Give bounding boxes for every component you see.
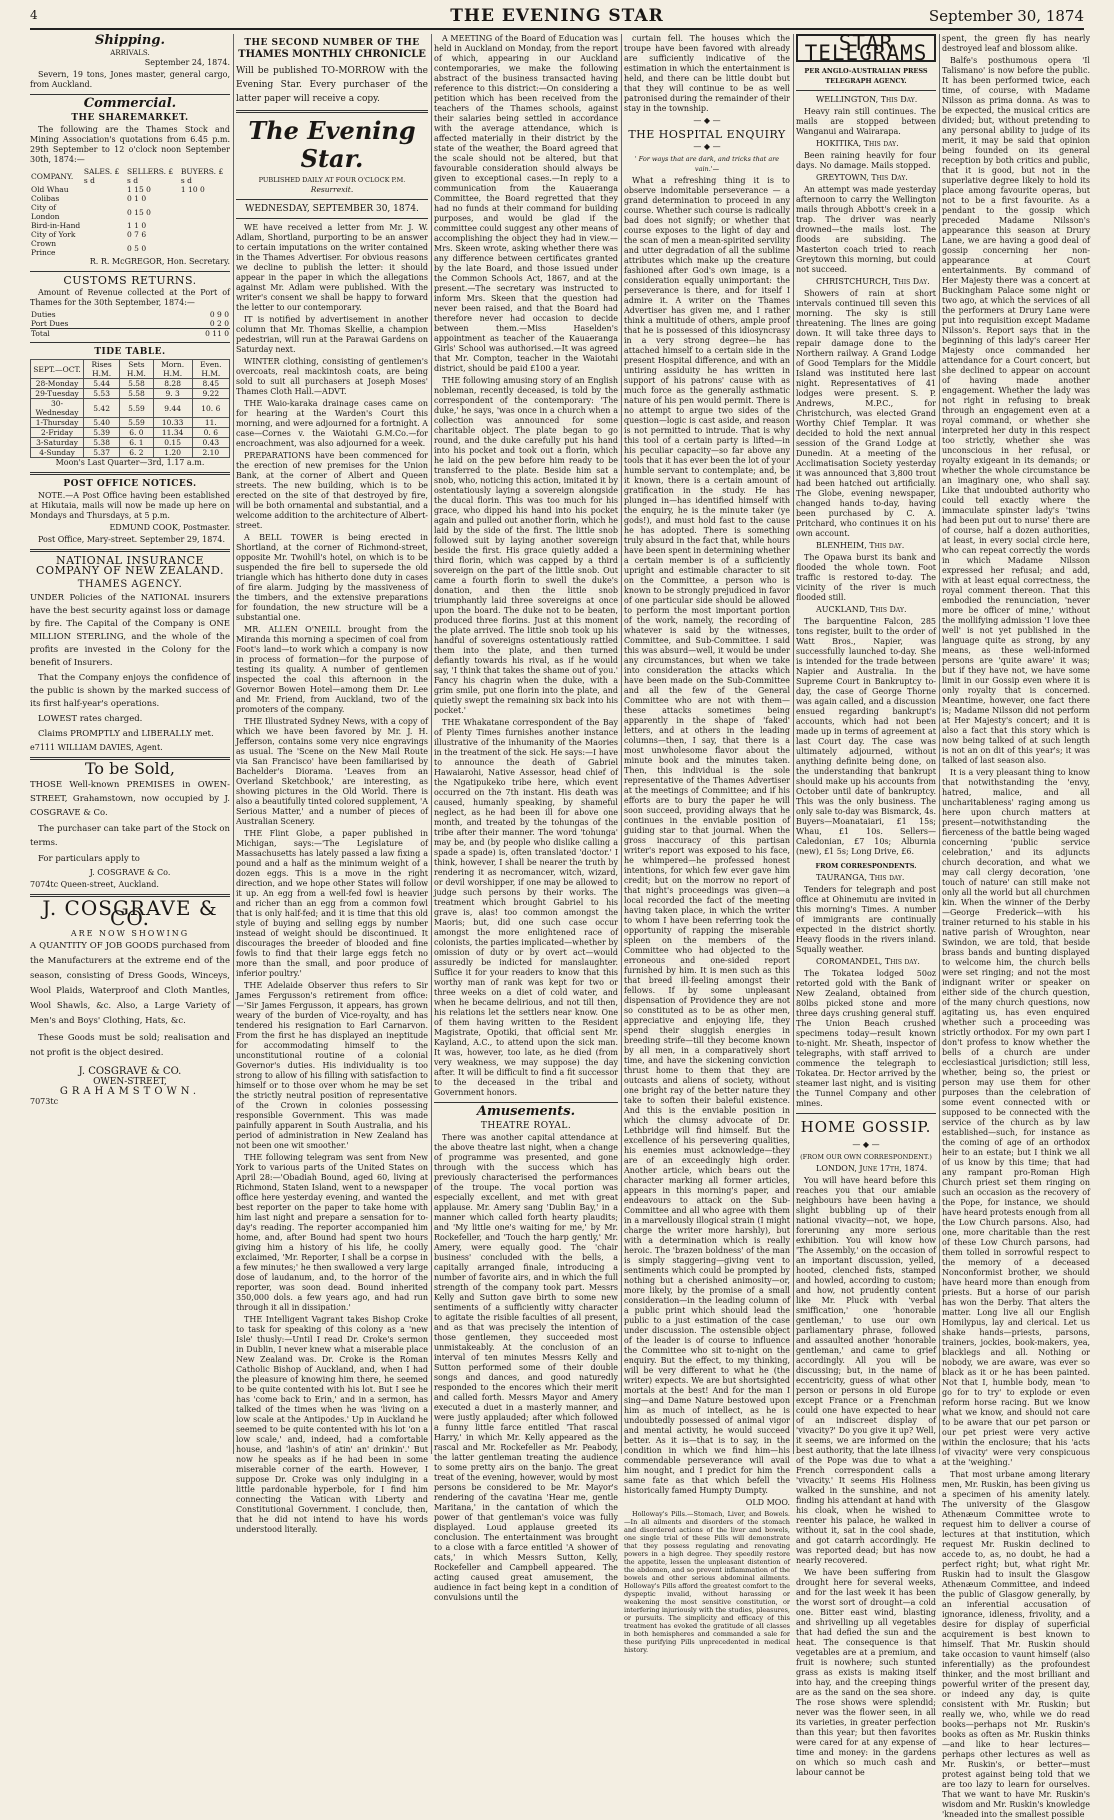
telegram-text: Tenders for telegraph and post office at Ohinemutu are invited in this morning's Times. A number of immigrants are continually expected in the district shortly. Heavy floods in the rivers inland. Squally weather. — [796, 885, 936, 954]
table-row — [31, 418, 230, 428]
tide-cell: 1.20 — [153, 448, 192, 458]
masthead — [30, 6, 1084, 30]
customs-heading: CUSTOMS RETURNS. — [63, 274, 197, 287]
share-cell: Bird-in-Hand — [31, 221, 81, 230]
sale-para: THOSE Well-known PREMISES in OWEN-STREET, Grahamstown, now occupied by J. COSGRAVE & Co. — [30, 780, 230, 818]
tide-cell: 6. 1 — [120, 438, 153, 448]
tide-cell: 10. 6 — [192, 399, 229, 418]
published-line: PUBLISHED DAILY AT FOUR O'CLOCK P.M. — [258, 176, 406, 184]
cosgrave-footer: OWEN-STREET, — [93, 1077, 167, 1087]
theatre-review: There was another capital attendance at the above theatre last night, when a change of programme was presented, and gone through with the success which has previously characterised the performances of the troupe. The vocal portion was especially excellent, and met with great applause. Mr. Amery sang 'Dublin Bay,' in a manner which called forth hearty plaudits; and 'My little one's waiting for me,' by Mr. Rockefeller, and 'Touch the harp gently,' Mr. Amery, were equally good. The 'chair business' concluded with the bells, a capitally arranged finale, introducing a number of favorite airs, and in which the full strength of the company took part. Messrs Kelly and Sutton gave birth to some new sentiments of a sufficiently witty character to agitate the risible faculties of all present, and as that was precisely the intention of those gentlemen, they succeeded most unmistakeably. At the conclusion of an interval of ten minutes Messrs Kelly and Sutton performed some of their double songs and dances, and good naturedly responded to the encores which their merit and called forth. Messrs Mayor and Amery executed a duet in a masterly manner, and were justly applauded; after which followed a funny little farce entitled 'That rascal Harry,' in which Mr. Kelly appeared as the rascal and Mr. Rockefeller as Mr. Peabody, the latter gentleman treating the audience to some pretty airs on the banjo. The great treat of the evening, however, would by most persons be considered to be Mr. Mayor's rendering of the cavatina 'Hear me, gentle Maritana,' in the cantation of which the power of that gentleman's voice was fully displayed. Loud applause greeted its conclusion. The entertainment was brought to a close with a farce entitled 'A shower of cats,' in which Messrs Sutton, Kelly, Rockefeller and Campbell appeared. The acting caused great amusement, the audience in fact being kept in a condition of convulsions until the — [434, 1133, 618, 1602]
cosgrave-text: These Goods must be sold; realisation and not profit is the object desired. — [30, 1033, 230, 1058]
editorial-para: IT is notified by advertisement in another column that Mr. Thomas Skellie, a champion pedestrian, will run at the Parawai Gardens on Saturday next. — [236, 315, 428, 354]
customs-table — [30, 310, 230, 338]
telegram-text: The barquentine Falcon, 285 tons register, built to the order of Watt Bros., Napier, was successfully launched to-day. She is intended for the trade between Napier and Australia. In the Supreme Court in Bankruptcy to-day, the case of George Thorne was again called, and a discussion ensued regarding bankrupt's accounts, which had not been made up in terms of agreement at last Court day. The case was ultimately adjourned, without anything definite being done, on the understanding that bankrupt should make up his accounts from October until date of bankruptcy. This was the only business. The only sale to-day was Bismarck, 4s. Buyers—Moanataiari, £1 15s; Whau, £1 10s. Sellers—Caledonian, £7 10s; Alburnia (new), £1 5s; Long Drive, £6. — [796, 617, 936, 856]
share-cell — [83, 230, 126, 239]
table-row — [30, 203, 230, 221]
ornament: — ◆ — — [693, 116, 721, 125]
table-row — [31, 438, 230, 448]
share-cell — [180, 230, 230, 239]
ornament: — ◆ — — [693, 142, 721, 151]
customs-cell: 0 2 0 — [209, 319, 229, 328]
tide-cell: 9.22 — [192, 389, 229, 399]
share-cell: Crown Prince — [31, 239, 57, 257]
insurance-para: Claims PROMPTLY and LIBERALLY met. — [38, 729, 214, 739]
ornament: — ◆ — — [852, 1140, 880, 1149]
tide-cell: 9.44 — [153, 399, 192, 418]
tide-cell: 5.39 — [84, 428, 120, 438]
arrival-date: September 24, 1874. — [144, 58, 230, 67]
tide-cell: 9. 3 — [153, 389, 192, 399]
editorial-date: WEDNESDAY, SEPTEMBER 30, 1874. — [245, 204, 419, 214]
gossip-para: It is a very pleasant thing to know that notwithstanding the 'envy, hatred, malice, and all uncharitableness' raging among us here upon church matters at present—notwithstanding the fierceness of the battle being waged concerning 'public service celebration,' and its adjuncts church decoration, and what we may call clergy decoration, 'one touch of nature' can still make not only all the world but all churchmen kin. When the winner of the Derby—George Frederick—with his trainer returned to his stable in his native parish of Wroughton, near Swindon, we are told, that beside brass bands and bunting displayed to welcome him, the church bells were set ringing; and not the most indignant writer or speaker on either side of the church question, of the many church questions, now agitating us, has even enquired whether such a proceeding was strictly orthodox. For my own part I don't profess to know whether the bells of a church are under ecclesiastical jurisdiction; still less, whether, being so, the priest or person may use them for other purposes than the celebration of some event connected with or supposed to be connected with the service of the church as by law established—such, for instance as the coming of age of an orthodox heir to an estate; but I think we all of us know by this time; that had any rampant pro-Roman High Church priest set them ringing on such an occasion as the recovery of the Pope, for instance, we should have heard protests enough from all the Low Church parsons. Also, had one, more charitable than the rest of these Low Church parsons, had them tolled in sorrowful respect to the memory of a deceased Nonconformist brother, we should have heard more than enough from priests. But a horse of our parish has won the Derby. That alters the matter. Long live all our English Homilypus, lay and clerical. Let us shake hands—priests, parsons, trainers, jockies, book-makers, yea, blacklegs and all. Nothing or nobody, we are aware, was ever so black as it or he has been painted. Not that I, humble body, mean 'to go for to try' to explode or even reform horse racing. But we know what we know, and should not care to be aware that our pet parson or our pet priest were very active within the enclosure; that his 'acts of vivacity' were very conspicuous at the 'weighing.' — [942, 768, 1090, 1467]
tide-cell: 5.59 — [120, 418, 153, 428]
article-signature: OLD MOO. — [745, 1498, 790, 1507]
telegram-text: The Tokatea lodged 50oz retorted gold with the Bank of New Zealand, obtained from 80lbs picked stone and more three days crushing general stuff. The Union Beach crushed specimens today—result known to-night. Mr. Sheath, inspector of telegraphs, with staff arrived to commence the telegraph to Tokatea. Dr. Hector arrived by the steamer last night, and is visiting the Tunnel Company and other mines. — [796, 969, 936, 1108]
star-telegrams-title: STAR TELEGRAMS — [796, 34, 936, 62]
tide-cell: 5.40 — [84, 418, 120, 428]
table-row — [31, 389, 230, 399]
editorial-para: THE Adelaide Observer thus refers to Sir James Fergusson's retirement from office:—'Sir James Fergusson, it appears, has grown weary of the burden of Vice-royalty, and has tendered his resignation to Earl Carnarvon. From the first he has displayed an ineptitude for accommodating himself to the unconstitutional routine of a colonial Governor's duties. His individuality is too strong to allow of his filling with satisfaction to himself or to those over whom he may be set the strictly neutral position of representative of the Crown in colonies possessing responsible Government. This was made painfully apparent in South Australia, and his period of administration in New Zealand has not been one wit smoother.' — [236, 981, 428, 1150]
tide-cell: 29-Tuesday — [31, 389, 84, 399]
editorial-para: THE following telegram was sent from New York to various parts of the United States on April 28:—'Obadiah Bound, aged 60, living at Richmond, Staten Island, went to a newspaper office here yesterday evening, and wanted the best reporter on the paper to take home with him last night and prepare a sensation for to-day's reading. The reporter accompanied him home, and, after Bound had spent two hours giving him a history of his life, he coolly exclaimed, 'Mr. Reporter, I shall be a corpse in a few minutes;' he then swallowed a very large dose of laudanum, and, to the horror of the reporter, was soon dead. Bound inherited 350,000 dols. a few years ago, and had run through it all in dissipation.' — [236, 1153, 428, 1312]
telegram-text: Heavy rain still continues. The mails are stopped between Wanganui and Wairarapa. — [796, 107, 936, 136]
tide-cell: 5.38 — [84, 438, 120, 448]
tide-cell: 5.44 — [84, 379, 120, 389]
telegram-text: Showers of rain at short intervals continued till seven this morning. The sky is still threatening. The lines are going down. It will take three days to repair damage done to the Northern railway. A Grand Lodge of Good Templars for the Middle Island was instituted here last night. Representatives of 41 lodges were present. S. P. Andrews, M.P.C., for Christchurch, was elected Grand Worthy Chief Templar. It was decided to hold the next annual session of the Grand Lodge at Dunedin. At a meeting of the Acclimatisation Society yesterday it was announced that 3,800 trout had been hatched out artificially. The Globe, evening newspaper, changed hands to-day, having been purchased by C. A. Pritchard, who continues it on his own account. — [796, 289, 936, 538]
share-header: SELLERS. £ s d — [127, 167, 174, 185]
article-para: THE following amusing story of an English nobleman, recently deceased, is told by the correspondent of the contemporary: 'The duke,' he says, 'was once in a church when a collection was announced for some charitable object. The plate began to go round, and the duke carefully put his hand into his pocket and took out a florin, which he laid on the pew before him ready to be transferred to the plate. Beside him sat a snob, who, noticing this action, imitated it by ostentatiously laying a sovereign alongside the ducal florin. This was too much for his grace, who dipped his hand into his pocket again and pulled out another florin, which he laid by the side of the first. The little snob followed suit by laying another sovereign beside the first. His grace quietly added a third florin, which was capped by a third sovereign on the part of the little snob. Out came a fourth florin to swell the duke's donation, and then the little snob triumphantly laid three sovereigns at once upon the board. The duke not to be beaten, produced three florins. Just at this moment the plate arrived. The little snob took up his handful of sovereigns ostentatiously rattled them into the plate, and then turned defiantly towards his rival, as if he would say, 'I think that takes the shame out of you.' Fancy his chagrin when the duke, with a grim smile, put one florin into the plate, and quietly swept the remaining six back into his pocket.' — [434, 376, 618, 715]
gossip-para: You will have heard before this reaches you that our amiable neighbours have been having a slight bubbling up of their national vivacity—not, we hope, foreruning any more serious exhibition. You will know how 'The Assembly,' on the occasion of an important discussion, yelled, hooted, clenched fists, stamped and howled, according to custom; and how, not prudently content like Mr. Pluck with 'verbal smiffication,' one 'honorable gentleman,' to use our own parliamentary phrase, followed and assaulted another 'honorable gentleman,' and came to grief accordingly. All you will be discussing; but, in the name of eccentricity, guess of what other person or persons in old Europe except France or a Frenchman could one have expected to hear of an indiscreet display of 'vivacity?' Do you give it up? Well, it seems, we are informed on the best authority, that the late illness of the Pope was due to what a French correspondent calls a 'vivacity.' It seems His Holiness walked in the sunshine, and not finding his attendant at hand with his cloak, when he wished to reenter his palace, he walked in without it, sat in the cool shade, and got catarrh accordingly. He was reported dead; but has now nearly recovered. — [796, 1176, 936, 1565]
sale-para: For particulars apply to — [38, 854, 140, 864]
tide-cell: 6. 2 — [120, 448, 153, 458]
table-row — [30, 329, 230, 339]
page-number: 4 — [30, 8, 38, 22]
telegram-place: CHRISTCHURCH, This Day. — [816, 277, 930, 286]
share-cell: Old Whau — [31, 185, 69, 194]
newspaper-title: THE EVENING STAR — [450, 6, 664, 26]
cosgrave-sub: ARE NOW SHOWING — [70, 929, 190, 938]
tide-cell: 11. — [192, 418, 229, 428]
share-cell: 0 7 6 — [127, 230, 147, 239]
post-office-signature: EDMUND COOK, Postmaster. — [109, 523, 230, 532]
editorial-para: THE Flint Globe, a paper published in Michigan, says:—'The Legislature of Massachusetts has lately passed a law fixing a pound and a half as the minimum weight of a dozen eggs. This is a move in the right direction, and we hope other States will follow it up. An egg from a well-fed fowl is heavier and richer than an egg from a common fowl that is only half-fed; and it is time that this old style of buying and selling eggs by number instead of weight should be discontinued. It discourages the breeder of blooded and fine fowls to find that their large eggs fetch no more than the small, and poor produce of inferior poultry.' — [236, 829, 428, 978]
insurance-heading: NATIONAL INSURANCE COMPANY OF NEW ZEALAND. — [36, 554, 224, 577]
share-cell: 0 1 0 — [127, 194, 147, 203]
tide-table — [30, 359, 230, 458]
sale-address: 7074tc Queen-street, Auckland. — [30, 880, 159, 889]
tide-cell: 8.45 — [192, 379, 229, 389]
column-4 — [624, 34, 790, 1654]
share-table — [30, 167, 230, 257]
tide-cell: 2.10 — [192, 448, 229, 458]
column-1 — [30, 34, 230, 1454]
insurance-signature: e7111 WILLIAM DAVIES, Agent. — [30, 743, 163, 752]
tide-cell: 3-Saturday — [31, 438, 84, 448]
customs-cell: 0 11 0 — [205, 329, 229, 338]
tide-cell: 5.53 — [84, 389, 120, 399]
share-cell — [83, 203, 126, 221]
issue-date: September 30, 1874 — [928, 7, 1084, 25]
gossip-para: Balfe's posthumous opera 'Il Talismano' is now before the public. It has been performed twice, each time, of course, with Madame Nilsson as prima donna. As was to be expected, the musical critics are divided; but, without pretending to any personal ability to judge of its merit, it may be said that opinion being founded on its general reception by both critics and public, that it is good, but not in the superlative degree likely to hold its place among favourite operas, but not to be a first favourite. As a pendant to the gossip which preceded Madame Nilsson's appearance this season at Drury Lane, we are having a good deal of gossip concerning her non-appearance at Court entertainments. By command of Her Majesty there was a concert at Buckingham Palace some night or two ago, at which the services of all the performers at Drury Lane were put into requisition except Madame Nilsson's. Report says that in the beginning of this lady's career Her Majesty once commanded her attendance for a Court concert, but she declined to appear on account of having made another engagement. Whether the lady was not right in refusing to break through an engagement even at a royal command, or whether she interpreted her duty in this respect too strictly, whether she was unconscious in her refusal, or royalty exigeant in its demands; or whether the whole circumstance be an imaginary one, who shall say. Like that undoubted authority who could tell exactly where the immaculate spinster lady's 'twins had been put out to nurse' there are of course, half a dozen authorities, at least, in every social circle here, who can repeat correctly the words in which Madame Nilsson expressed her refusal; and add, with at least equal correctness, the royal comment thereon. That this embodied the renunciation, 'never more be officer of mine,' without the mollifying admission 'I love thee well' is not yet published in the language quite as strong, by any means, as these well-informed persons are 'quite aware' it was; but if they have not, we have some limit in our Gossip even where it is only royalty that is concerned. Meantime, however, one fact there is; Madame Nilsson did not perform at Her Majesty's concert; and it is also a fact that this story which is now being talked of at such length is not an on dit of this year's; it was talked of last season also. — [942, 56, 1090, 765]
telegram-place: BLENHEIM, This day. — [816, 541, 905, 550]
tide-cell: 2-Friday — [31, 428, 84, 438]
editorial-para: MR. ALLEN O'NEILL brought from the Miranda this morning a specimen of coal from Foot's land—to work which a company is now in process of formation—for the purpose of testing its quality. A number of gentlemen inspected the coal this afternoon in the Governor Bowen Hotel—among them Dr. Lee and Mr. Friend, from Auckland, two of the promoters of the company. — [236, 625, 428, 714]
share-cell — [180, 194, 230, 203]
customs-cell: Port Dues — [31, 319, 69, 328]
share-cell — [83, 194, 126, 203]
editorial-para: WINTER clothing, consisting of gentlemen's overcoats, real mackintosh coats, are being sold to suit all purchasers at Joseph Moses' Thames Cloth Hall.—ADVT. — [236, 357, 428, 396]
customs-cell: Total — [31, 329, 50, 338]
sharemarket-signature: R. R. McGREGOR, Hon. Secretary. — [89, 257, 230, 266]
share-header: BUYERS. £ s d — [180, 167, 224, 185]
amusements-heading: Amusements. — [476, 1104, 576, 1119]
share-cell: 0 15 0 — [127, 207, 151, 217]
shipping-heading: Shipping. — [95, 33, 165, 48]
column-2 — [236, 34, 428, 1534]
share-cell — [180, 221, 230, 230]
gossip-para: That most urbane among literary men, Mr. Ruskin, has been giving us a specimen of his amenity lately. The university of the Glasgow Athenæum Committee wrote to request him to deliver a course of lectures at that institution, which request Mr. Ruskin declined to accede to, as, no doubt, he had a perfect right; but, what right Mr. Ruskin had to insult the Glasgow Athenæum Committee, and indeed the public of Glasgow generally, by an inferential accusation of ignorance, idleness, frivolity, and a desire for display of superficial acquirement is best known to himself. That Mr. Ruskin should take occasion to vaunt himself (also inferentially) as the profoundest thinker, and the most brilliant and powerful writer of the present day, or indeed any day, is quite consistent with Mr. Ruskin; but really we, who, while we do read books—perhaps not Mr. Ruskin's books as often as Mr. Ruskin thinks—and like to hear lectures—perhaps other lectures as well as Mr. Ruskin's, or better—must protest against being told that we are too lazy to learn for ourselves. That we want to have Mr. Ruskin's wisdom and Mr. Ruskin's knowledge 'kneaded into the smallest possible — [942, 1470, 1091, 1819]
column-6 — [942, 34, 1091, 1819]
table-row — [30, 230, 230, 239]
column-rule — [939, 34, 940, 1454]
editorial-para: WE have received a letter from Mr. J. W. Adlam, Shortland, purporting to be an answer to certain imputations on the writer contained in the Thames Advertiser. For obvious reasons we decline to publish the letter: it should appear in the paper in which the allegations against Mr. Adlam were published. With the writer's consent we shall be happy to forward the letter to our contemporary. — [236, 223, 428, 312]
post-office-notice: NOTE.—A Post Office having been established at Hikutaia, mails will now be made up here on Mondays and Thursdays, at 5 p.m. — [30, 491, 230, 520]
gossip-para: spent, the green fly has nearly destroyed leaf and blossom alike. — [942, 34, 1090, 53]
tide-header: Morn. H.M. — [153, 360, 192, 379]
telegram-place: TAURANGA, This day. — [816, 873, 905, 882]
editorial-para: THE Waio-karaka drainage cases came on for hearing at the Warden's Court this morning, and were adjourned for a fortnight. A case—Cornes v. the Waiotahi G.M.Co.—for encroachment, was also adjourned for a week. — [236, 399, 428, 448]
table-row — [30, 239, 230, 257]
table-row — [30, 221, 230, 230]
telegram-place: WELLINGTON, This Day. — [816, 95, 918, 104]
to-be-sold-heading: To be Sold, — [85, 759, 175, 778]
hospital-heading: THE HOSPITAL ENQUIRY — [628, 128, 786, 141]
column-rule — [793, 34, 794, 1454]
hospital-article: What a refreshing thing it is to observe indomitable perseverance — a grand determination to proceed in any course. Whether such course is radically bad does not signify; or whether that course exposes to the light of day and the scan of men a mean-spirited servility and utter degradation of all the sublime attributes which make up the creature fashioned after God's own image, is a consideration equally unimportant: the perseverance is there, and for itself I admire it. A writer on the Thames Advertiser has given me, and I rather think a multitude of others, ample proof that he is possessed of this idiosyncrasy in a very strong degree—he has attached himself to a certain side in the present Hospital difference, and with an untiring assiduity he has written in support of his patrons' cause with as much force as the generally asthmatic nature of his pen would permit. There is no attempt to argue two sides of the question—logic is cast aside, and reason is not permitted to intrude. That is why this tool of a certain party is lifted—in his peculiar capacity—so far above any tools that it has ever been the lot of your humble servant to contemplate; and, be it known, there is a certain amount of gratification in the study. He has plunged in—has identified himself with the enquiry, he is the minute taker (ye gods!), and must hold fast to the cause he has adopted. There is something truly absurd in the fact that, while hours have been spent in determining whether a certain member is of a sufficiently upright and estimable character to sit on the Committee, a person who is known to be strongly prejudiced in favor of one particular side should be allowed to perform the most important portion of the work, namely, the recording of whatever is said by the witnesses, Committee, and Sub-Committee. I said this was absurd—well, it would be under any circumstances, but when we take into consideration the attacks which have been made on the Sub-Committee and all the few of the General Committee who are not with them—these attacks sometimes being apparently in the shape of 'faked' letters, and at others in the leading columns—then, I say, that there is a most unwholesome flavor about the minute book and the minutes taken. Then, this individual is the sole representative of the Thames Advertiser at the meetings of Committee; and if his efforts are to bury the paper he will soon succeed, providing always that he continues in the enviable position of guiding star to that journal. When the gross inaccuracy of this partisan writer's report was exposed to his face, he whimpered—he professed honest intentions, for which few ever gave him credit; but on the morrow no report of that night's proceedings was given—a local recorded the fact of the meeting having taken place, in which the writer to whom I have been referring took the opportunity of rapping the miserable spleen on the members of the Committee who had objected to the erroneous and one-sided report furnished by him. It is men such as this that breed ill-feeling amongst their fellows. If by some unpleasant dispensation of Providence they are not so constituted as to be as other men, appreciative and enjoying life, they spend their sluggish energies in breeding strife—till they become known by all men, in a comparatively short time, and have the sickening conviction thrust home to them that they are outcasts and aliens of society, without one bright ray of the better nature they take to soften their baleful existence. And this is the enviable position in which the clumsy advocate of Dr. Lethbridge will find himself. But the excellence of his persevering qualities, his enemies must acknowledge—they are of an exceedingly high order. Another article, which bears out the character marking all former articles, appears in this morning's paper, and endeavours to attack on the Sub-Committee and all who agree with them in a marvellously illogical strain (I might charge the writer more harshly), but with a determination which is really heroic. The 'brazen boldness' of the man is simply staggering—giving vent to sentiments which could be prompted by nothing but a cherished animosity—or, more likely, by the promise of a small consideration—in the leading column of a public print which should lead the public to a just estimation of the case under discussion. The ostensible object of the leader is of course to influence the Committee who sit to-night on the enquiry. But the effect, to my thinking, will be very different to what he (the writer) expects. We are but shortsighted mortals at the best! And for the man I sing—and Dame Nature bestowed upon him as much of intellect, as he is undoubtedly possessed of animal vigor and mental activity, he would succeed better. As it is—that is to say, in the condition in which we find him—his commendable perseverance will avail him nought, and I predict for him the same fate as that which befell the historically famed Humpty Dumpty. — [624, 176, 790, 1495]
cosgrave-text: A QUANTITY OF JOB GOODS purchased from the Manufacturers at the extreme end of the season, consisting of Dress Goods, Winceys, Wool Plaids, Waterproof and Cloth Mantles, Wool Shawls, &c. Also, a Large Variety of Men's and Boys' Clothing, Hats, &c. — [30, 941, 230, 1026]
thames-agency-heading: THAMES AGENCY. — [77, 579, 183, 590]
table-row — [31, 399, 230, 418]
chronicle-ad-head: THE SECOND NUMBER OF THE — [244, 38, 420, 48]
share-cell — [180, 239, 230, 257]
tide-cell: 6. 0 — [120, 428, 153, 438]
share-cell: City of York — [31, 230, 76, 239]
commercial-heading: Commercial. — [83, 96, 177, 111]
share-cell: 0 5 0 — [127, 243, 147, 253]
editorial-para: THE Intelligent Vagrant takes Bishop Croke to task for speaking of this colony as a 'new Isle' thusly:—Until I read Dr. Croke's sermon in Dublin, I never knew what a miserable place New Zealand was. Dr. Croke is the Roman Catholic Bishop of Auckland, and, when I had the pleasure of knowing him there, he seemed to be quite contented with his lot. But I see he has 'come back to Erin,' and in a sermon, has talked of the times when he was 'living on a low scale at the Antipodes.' Up in Auckland he seemed to be quite contented with his lot 'on a low scale,' and, indeed, had a comfortable house, and 'lashin's of atin' an' drinkin'.' But now he speaks as if he had been in some miserable corner of the earth. However, I suppose Dr. Croke was only indulging in a little pardonable hyperbole, for I find him connecting the Vatican with Liberty and Constitutional Government. I conclude, then, that he did not intend to have his words understood literally. — [236, 1315, 428, 1534]
insurance-para: LOWEST rates charged. — [38, 714, 143, 724]
column-rule — [431, 34, 432, 1454]
chronicle-ad-text: Will be published TO-MORROW with the Evening Star. Every purchaser of the latter paper will receive a copy. — [236, 66, 428, 104]
tide-table-header — [31, 360, 230, 379]
motto: Resurrexit. — [310, 185, 354, 194]
holloway-ad: Holloway's Pills.—Stomach, Liver, and Bowels.—In all ailments and disorders of the stomach and disordered actions of the liver and bowels, one single trial of these Pills will demonstrate that they possess regulating and renovating powers in a high degree. They speedily restore the appetite, lessen the unpleasant distention of the abdomen, and so prevent inflammation of the bowels and other serious abdominal ailments. Holloway's Pills afford the greatest comfort to the dyspeptic invalid, without harassing or weakening the most sensitive constitution, or interfering injuriously with the studies, pleasures, or pursuits. The simplicity and efficacy of this treatment has evoked the gratitude of all classes in both hemispheres and commanded a sale for these purifying Pills unprecedented in medical history. — [624, 1510, 790, 1654]
column-5 — [796, 31, 936, 1777]
table-row — [30, 310, 230, 319]
article-para: curtain fell. The houses which the troupe have been favored with already are sufficiently indicative of the estimation in which the entertainment is held, and there can be little doubt but that they will continue to be as well patronised during the remainder of their stay in the township. — [624, 34, 790, 113]
chronicle-ad-title: THAMES MONTHLY CHRONICLE — [238, 49, 426, 60]
sharemarket-heading: THE SHAREMARKET. — [71, 113, 189, 123]
gossip-para: We have been suffering from drought here for several weeks, and for the last week it has been the worst sort of drought—a cold one. Bitter east wind, blasting and shrivelling up all vegetables that had defied the sun and the heat. The consequence is that vegetables are at a premium, and fruit is nowhere; such stunted grass as exists is making itself into hay, and the creeping things are as the sand on the sea shore. The rose shows were splendid; never was the flower seen, in all its varieties, in greater perfection than this year; but then favorites were cared for at any expense of time and money: in the gardens on which so much cash and labour cannot be — [796, 1568, 936, 1777]
sharemarket-intro: The following are the Thames Stock and Mining Association's quotations from 6.45 p.m. 29th September to 12 o'clock noon September 30th, 1874:— — [30, 125, 230, 164]
tide-cell: 4-Sunday — [31, 448, 84, 458]
home-gossip-heading: HOME GOSSIP. — [800, 1118, 932, 1136]
sale-signature: J. COSGRAVE & Co. — [89, 868, 171, 877]
tide-cell: 5.37 — [84, 448, 120, 458]
cosgrave-ref: 7073tc — [30, 1097, 59, 1106]
share-cell — [180, 203, 230, 221]
tide-header: Sets H.M. — [120, 360, 153, 379]
tide-cell: 10.33 — [153, 418, 192, 428]
share-table-header — [30, 167, 230, 185]
table-row — [31, 448, 230, 458]
tide-cell: 5.59 — [120, 399, 153, 418]
share-cell — [83, 239, 126, 257]
table-row — [31, 428, 230, 438]
tide-header: Even. H.M. — [192, 360, 229, 379]
share-cell: 1 1 0 — [127, 221, 147, 230]
tide-heading: TIDE TABLE. — [94, 347, 166, 357]
table-row — [30, 185, 230, 194]
editorial-para: PREPARATIONS have been commenced for the erection of new premises for the Union Bank, at the corner of Albert and Queen streets. The new building, which is to be erected on the site of that destroyed by fire, will be both ornamental and substantial, and a welcome addition to the architecture of Albert-street. — [236, 451, 428, 530]
arrivals-label: ARRIVALS. — [110, 49, 150, 57]
customs-cell: 0 9 0 — [209, 310, 229, 319]
column-rule — [621, 34, 622, 1454]
correspondents-heading: FROM CORRESPONDENTS. — [815, 862, 917, 870]
tide-cell: 28-Monday — [31, 379, 84, 389]
tide-cell: 11.34 — [153, 428, 192, 438]
telegram-text: An attempt was made yesterday afternoon to carry the Wellington mails through Abbott's creek in a trap. The driver was nearly drowned—the mails lost. The floods are subsiding. The Masterton coach tried to reach Greytown this morning, but could not succeed. — [796, 185, 936, 274]
post-office-heading: POST OFFICE NOTICES. — [63, 479, 197, 489]
share-cell: 1 10 0 — [180, 185, 205, 194]
theatre-heading: THEATRE ROYAL. — [480, 1121, 572, 1131]
tide-cell: 0.15 — [153, 438, 192, 448]
table-row — [30, 319, 230, 329]
share-cell: City of London — [31, 203, 60, 221]
tide-cell: 8.28 — [153, 379, 192, 389]
cosgrave-footer: J. COSGRAVE & CO. — [78, 1066, 182, 1077]
paper-title: The Evening Star. — [248, 116, 416, 173]
share-cell — [83, 221, 126, 230]
telegram-place: COROMANDEL, This day. — [816, 957, 920, 966]
telegram-text: The Opawa burst its bank and flooded the whole town. Foot traffic is restored to-day. The vicinity of the river is much flooded still. — [796, 553, 936, 602]
share-cell — [83, 185, 126, 194]
editorial-para: THE Illustrated Sydney News, with a copy of which we have been favored by Mr. J. H. Jefferson, contains some very nice engravings as usual. The 'Scene on the New Mail Route via San Francisco' have been familiarised by Bachelder's Diorama. 'Leaves from an Overland Sketchbook,' are interesting, as showing pictures in the Old World. There is also a beautifully tinted colored supplement, 'A Serious Matter,' and a number of pieces of Australian Scenery. — [236, 717, 428, 826]
share-header: SALES. £ s d — [83, 167, 120, 185]
tide-cell: 1-Thursday — [31, 418, 84, 428]
table-row — [30, 194, 230, 203]
editorial-para: A BELL TOWER is being erected in Shortland, at the corner of Richmond-street, opposite Mr. Twohill's hotel, on which is to be suspended the fire bell to supersede the old triangle which has hitherto done duty in cases of fire alarm. Judging by the massiveness of the timbers, and the extensive preparations for foundation, the new structure will be a substantial one. — [236, 533, 428, 622]
tide-cell: 5.42 — [84, 399, 120, 418]
tide-header: Rises H.M. — [84, 360, 120, 379]
telegram-place: AUCKLAND, This Day. — [816, 605, 907, 614]
article-para: A MEETING of the Board of Education was held in Auckland on Monday, from the report of which, appearing in our Auckland contemporaries, we make the following abstract of the business transacted having reference to this district:—On considering a petition which has been received from the teachers of the Thames schools, against their salaries being settled in accordance with the average attendance, which is affected materially in their district by the state of the weather, the Board agreed that the scale should not be altered, but that favourable consideration should always be given to exceptional cases.—In reply to a communication from the Kauaeranga Committee, the Board regretted that they had no funds at their command for building purposes, and would be glad if the committee could suggest any other means of accomplishing the object they had in view.—Mrs. Skeen wrote, asking whether there was any difference between certificates granted by the late Board, and those issued under the Common Schools Act, 1867, and at the present.—The secretary was instructed to inform Mrs. Skeen that the question had never been raised, and that the Board had therefore never had occasion to decide between them.—Miss Haselden's appointment as teacher of the Kauaeranga Girls' School was authorised.—It was agreed that Mr. Compton, teacher in the Waiotahi district, should be paid £100 a year. — [434, 34, 618, 373]
insurance-para: That the Company enjoys the confidence of the public is shown by the marked success of its first half-year's operations. — [30, 673, 230, 709]
hospital-quote: ' For ways that are dark, and tricks that are vain.'— — [634, 155, 780, 173]
telegrams-subtitle: PER ANGLO-AUSTRALIAN PRESS TELEGRAPH AGENCY. — [804, 67, 928, 85]
post-office-date: Post Office, Mary-street. September 29, 1874. — [38, 535, 226, 544]
cosgrave-heading: J. COSGRAVE & CO. — [42, 896, 218, 930]
tide-cell: 5.58 — [120, 389, 153, 399]
tide-cell: 5.58 — [120, 379, 153, 389]
table-row — [31, 379, 230, 389]
arrival-text: Severn, 19 tons, Jones master, general cargo, from Auckland. — [30, 70, 230, 89]
telegram-text: Been raining heavily for four days. No damage. Mails stopped. — [796, 151, 936, 170]
gossip-subheading: (FROM OUR OWN CORRESPONDENT.) — [800, 1153, 932, 1161]
article-para: THE Whakatane correspondent of the Bay of Plenty Times furnishes another instance illustrative of the inhumanity of the Maories in the treatment of the sick. He says:—I have to announce the death of Gabriel Hawaiarohi, Native Assessor, head chief of the Ngatipukeko tribe here, which event occurred on the 7th instant. His death was caused, humanly speaking, by shameful neglect, as he had been ill for above one month, and treated by the tohungas of the tribe after their manner. The word 'tohunga' may be, and (by people who dislike calling a spade a spade) is, often translated 'doctor.' I think, however, I shall be nearer the truth by rendering it as necromancer, witch, wizard, or devil worshipper, if one may be allowed to judge such persons by their works. The treatment which brought Gabriel to his grave is, alas! too common amongst the Maoris; but, did one such case occur amongst the more enlightened race of colonists, the parties implicated—whether by omission of duty or by overt act—would assuredly be indicted for manslaughter. Suffice it for your readers to know that this worthy man of rank was kept for two or three weeks on a diet of cold water, and when he became delirious, and not till then, his relations let the settlers near know. One of them having written to the Resident Magistrate, Opotiki, that official sent Mr. Kayland, A.C., to attend upon the sick man. It was, however, too late, as he died (from very weakness, we may suppose) the day after. It will be difficult to find a fit successor to the deceased in the tribal and Government honors. — [434, 718, 618, 1097]
share-header: COMPANY. — [31, 171, 74, 181]
customs-cell: Duties — [31, 310, 56, 319]
cosgrave-footer: GRAHAMSTOWN. — [59, 1086, 201, 1097]
telegram-place: GREYTOWN, This Day. — [816, 173, 908, 182]
tide-cell: 30-Wednesday — [31, 399, 84, 418]
sale-para: The purchaser can take part of the Stock on terms. — [30, 824, 230, 848]
tide-header: SEPT.—OCT. — [31, 360, 84, 379]
tide-cell: 0.43 — [192, 438, 229, 448]
column-3 — [434, 34, 618, 1602]
moon-phase: Moon's Last Quarter—3rd, 1.17 a.m. — [55, 458, 205, 467]
customs-intro: Amount of Revenue collected at the Port of Thames for the 30th September, 1874:— — [30, 288, 230, 307]
tide-cell: 0. 6 — [192, 428, 229, 438]
insurance-para: UNDER Policies of the NATIONAL insurers have the best security against loss or damage by fire. The Capital of the Company is ONE MILLION STERLING, and the whole of the profits are invested in the Colony for the benefit of Insurers. — [30, 593, 230, 668]
telegram-place: HOKITIKA, This day. — [816, 139, 899, 148]
column-rule — [233, 34, 234, 1454]
share-cell: 1 15 0 — [127, 185, 151, 194]
share-cell: Colibas — [31, 194, 60, 203]
gossip-date: LONDON, June 17th, 1874. — [816, 1164, 928, 1173]
